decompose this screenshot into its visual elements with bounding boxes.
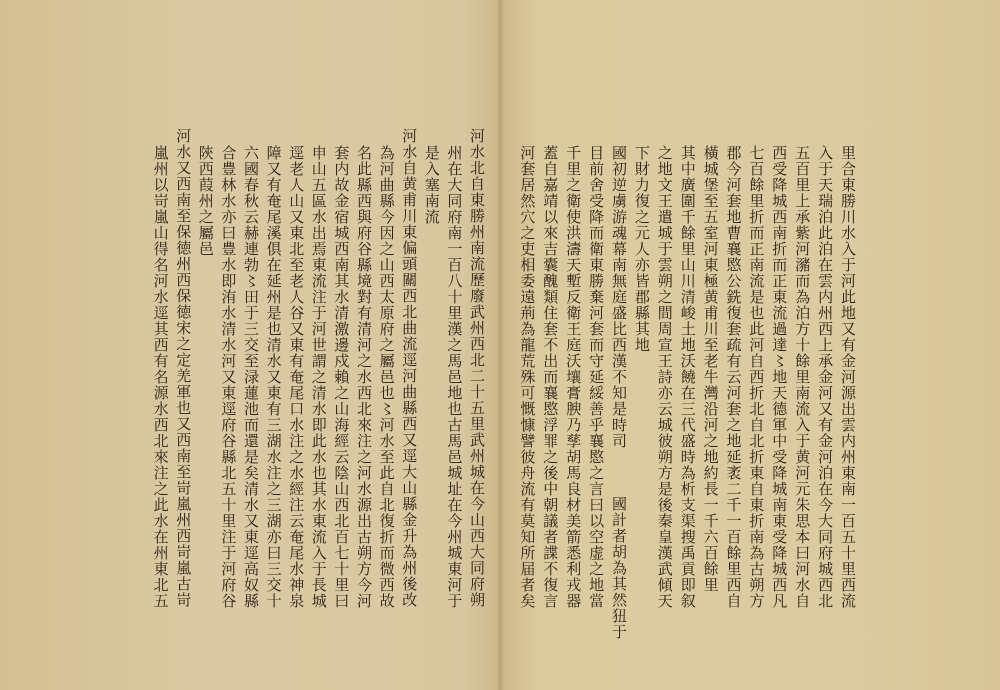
text-segment: 陝西葭州之屬邑 (196, 145, 215, 257)
left-page-column (377, 145, 397, 640)
text-segment: 是入塞南流 (422, 145, 441, 225)
left-page-column (354, 145, 374, 640)
left-page-column (196, 145, 216, 640)
text-segment: 河水自黄甫川東偏頭關西北曲流逕河曲縣西又逕大山縣金升為州後改 (400, 128, 419, 608)
text-segment: 合豊林水亦曰豊水即洧水清水河又東逕府谷縣北五十里注于河府谷 (219, 145, 238, 609)
left-page-column (444, 145, 464, 640)
right-page-column (563, 145, 583, 640)
text-segment: 逕老人山又東北至老人谷又東有奄尾口水注之水經注云奄尾水神泉 (287, 145, 306, 609)
book-fold (496, 0, 504, 690)
text-segment: 橫城堡至五室河東極黄甫川至老牛灣沿河之地約長一千六百餘里 (701, 145, 720, 593)
text-segment: 六國春秋云赫連勃〻田于三交至渌蓮池而還是矣清水又東逕高奴縣 (242, 145, 260, 609)
left-page-column (264, 145, 284, 640)
text-segment: 蓋自嘉靖以來吉囊醜類住套不出而襄愍浮罪之後中朝議者諜不復言 (541, 145, 560, 609)
left-page-column (218, 145, 238, 640)
right-page-column (632, 145, 652, 640)
right-page-column (724, 145, 744, 640)
text-segment: 入于天瑞泊此泊在雲内州西上承金河又有金河泊在今大同府城西北 (816, 145, 835, 609)
text-segment: 五百里上承紫河瀦而為泊方十餘里南流入于黄河元朱思本曰河水自 (793, 145, 812, 609)
text-segment: 千里之衛使洪濤天塹反衛王庭沃壤膏腴乃孳胡馬良材美箭悉利戎器 (564, 145, 583, 609)
right-page-column (655, 145, 675, 640)
left-page-column (422, 145, 442, 640)
left-page-column (286, 145, 306, 640)
text-segment: 嵐州以岢嵐山得名河水逕其西有名源水西北來注之此水在州東北五 (151, 145, 170, 609)
text-segment: 里合東勝川水入于河此地又有金河源出雲内州東南一百五十里西流 (839, 145, 857, 609)
right-page-column (586, 145, 606, 640)
left-page-column (309, 145, 329, 640)
right-page-column (678, 145, 698, 640)
text-segment: 河水又西南至保徳州西保徳宋之定羌軍也又西南至岢嵐州西岢嵐古岢 (174, 128, 193, 608)
text-segment: 郡今河套地曹襄愍公銑復套疏有云河套之地延袤二千一百餘里西自 (724, 145, 743, 609)
left-page-column (241, 145, 261, 640)
text-segment: 目前舍受降而衛東勝棄河套而守延綏善乎襄愍之言曰以空虚之地當 (587, 145, 606, 609)
text-segment: 河水北自東勝州南流歷廢武州西北二十五里武州城在今山西大同府朔 (468, 128, 486, 608)
right-page-column (701, 145, 721, 640)
text-segment: 下財力復之元人亦皆郡縣其地 (632, 145, 651, 353)
text-segment: 名此縣西與府谷縣境對有清河之水西北來注之河水源出古朔方今河 (355, 145, 373, 609)
text-segment: 其中廣圍千餘里山川清峻土地沃饒在三代盛時為析支渠搜禹貢即叙 (678, 145, 697, 609)
right-page-column (792, 145, 812, 640)
left-page-column (151, 145, 171, 640)
left-page-column (331, 145, 351, 640)
right-page-column (769, 145, 789, 640)
right-page-column (746, 145, 766, 640)
text-segment-bottom: 國計者胡為其然狃于 (610, 496, 628, 640)
text-segment: 為河曲縣今因之山西太原府之屬邑也〻河水至此自北復折而微西故 (377, 145, 396, 609)
text-segment: 國初逆虜游魂幕南無庭盛比西漢不知是時司 (610, 145, 628, 449)
text-segment: 西受降城西南折而正東流過達〻地天德軍中受降城南東受降城西凡 (770, 145, 789, 609)
right-page-column (517, 145, 537, 640)
left-page-column (173, 128, 193, 640)
text-segment: 套内故金宿城西南其水清激邊戍賴之山海經云陰山西北百七十里曰 (332, 145, 351, 609)
left-page-column (467, 128, 487, 640)
right-page-column (609, 145, 629, 640)
text-segment: 州在大同府南一百八十里漢之馬邑地也古馬邑城址在今州城東河于 (445, 145, 464, 609)
text-segment: 七百餘里折而正南流是也此河自西折北自北折東自東折南為古朔方 (747, 145, 766, 609)
text-segment: 河套居然穴之吏相委遠荊為龍荒殊可慨慷譬彼舟流有莫知所届者矣 (518, 145, 537, 609)
text-segment: 申山五區水出焉東流注于河世謂之清水即此水也其水東流入于長城 (309, 145, 328, 609)
text-segment: 障又有奄尾溪俱在延州是也清水又東有三湖水注之三湖亦曰三交十 (264, 145, 283, 609)
text-segment: 之地文王遣城于雲朔之間周宣王詩亦云城彼朔方是後秦皇漢武傾天 (655, 145, 674, 609)
right-page-column (838, 145, 858, 640)
right-page-column (540, 145, 560, 640)
right-page-column (815, 145, 835, 640)
left-page-column (399, 128, 419, 640)
